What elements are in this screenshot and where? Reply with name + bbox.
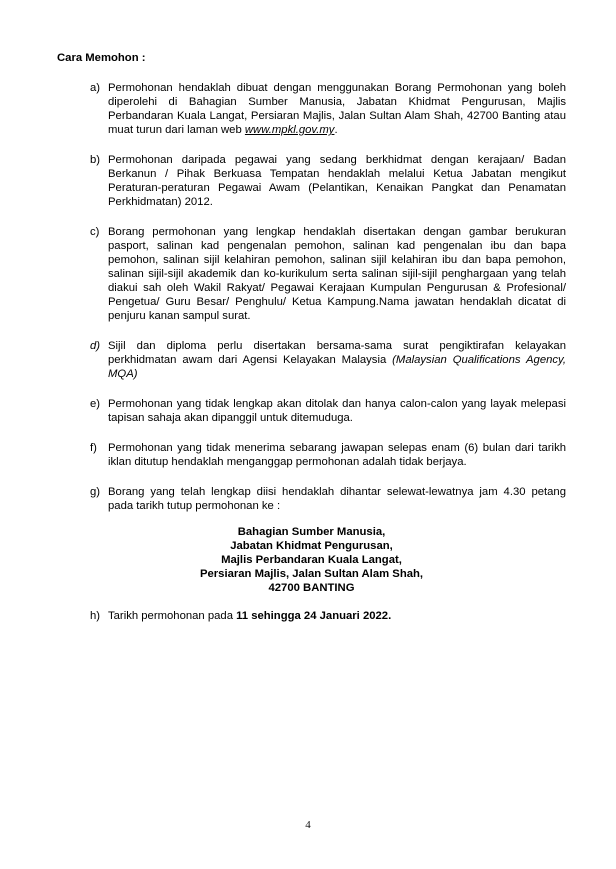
address-line: 42700 BANTING [268, 582, 355, 594]
text-segment: Borang permohonan yang lengkap hendaklah disertakan dengan gambar berukuran pasport, salinan kad pengenalan pemohon, salinan kad pengenalan ibu dan bapa pemohon, salinan sijil kelahiran pemohon, salinan sijil kelahiran ibu dan bapa pemohon, salinan sijil-sijil akademik dan ko-kurikulum serta salinan sijil-sijil penghargaan yang telah diakui sah oleh Wakil Rakyat/ Pegawai Kerajaan Kumpulan Pengurusan & Profesional/ Pengetua/ Guru Besar/ Penghulu/ Ketua Kampung.Nama jawatan hendaklah dicatat di penjuru kanan sampul surat. [108, 226, 566, 322]
text-segment: Permohonan daripada pegawai yang sedang berkhidmat dengan kerajaan/ Badan Berkanun / Pihak Berkuasa Tempatan hendaklah melalui Ketua Jabatan mengikut Peraturan-peraturan Pegawai Awam (Pelantikan, Kenaikan Pangkat dan Penamatan Perkhidmatan) 2012. [108, 154, 566, 208]
website-link[interactable]: www.mpkl.gov.my [244, 124, 335, 136]
list-item-b [57, 153, 566, 209]
text-segment: Permohonan yang tidak menerima sebarang jawapan selepas enam (6) bulan dari tarikh iklan ditutup hendaklah menganggap permohonan adalah tidak berjaya. [108, 442, 566, 468]
list-item-f [57, 441, 566, 469]
address-line: Majlis Perbandaran Kuala Langat, [221, 554, 402, 566]
instruction-list [57, 81, 566, 513]
text-segment: 11 sehingga 24 Januari 2022. [236, 610, 392, 622]
text-segment: (Malaysian Qualifications Agency, MQA) [108, 354, 566, 380]
address-line: Persiaran Majlis, Jalan Sultan Alam Shah, [199, 568, 424, 580]
text-segment: . [334, 124, 338, 136]
list-item-marker: h) [90, 610, 101, 622]
list-item-g [57, 485, 566, 513]
document-content [57, 51, 566, 623]
list-item-marker: f) [90, 442, 97, 454]
text-segment: Permohonan yang tidak lengkap akan ditolak dan hanya calon-calon yang layak melepasi tapisan sahaja akan dipanggil untuk ditemuduga. [108, 398, 566, 424]
list-item-marker: a) [90, 82, 101, 94]
list-item-marker: g) [90, 486, 101, 498]
list-item-d [57, 339, 566, 381]
list-item-e [57, 397, 566, 425]
list-item-c [57, 225, 566, 323]
text-segment: Tarikh permohonan pada [108, 610, 237, 622]
text-segment: Borang yang telah lengkap diisi hendaklah dihantar selewat-lewatnya jam 4.30 petang pada tarikh tutup permohonan ke : [108, 486, 566, 512]
section-heading: Cara Memohon : [57, 52, 146, 64]
list-item-a [57, 81, 566, 137]
mailing-address [57, 525, 566, 595]
list-item-marker: d) [90, 340, 101, 352]
address-line: Jabatan Khidmat Pengurusan, [230, 540, 393, 552]
list-item-h [57, 609, 566, 623]
instruction-list-final [57, 609, 566, 623]
address-line: Bahagian Sumber Manusia, [237, 526, 386, 538]
list-item-marker: e) [90, 398, 101, 410]
text-segment: Sijil dan diploma perlu disertakan bersama-sama surat pengiktirafan kelayakan perkhidmatan awam dari Agensi Kelayakan Malaysia [108, 340, 566, 366]
list-item-marker: b) [90, 154, 101, 166]
list-item-marker: c) [90, 226, 100, 238]
text-segment: Permohonan hendaklah dibuat dengan menggunakan Borang Permohonan yang boleh diperolehi di Bahagian Sumber Manusia, Jabatan Khidmat Pengurusan, Majlis Perbandaran Kuala Langat, Persiaran Majlis, Jalan Sultan Alam Shah, 42700 Banting atau muat turun dari laman web [108, 82, 566, 136]
page-number: 4 [305, 819, 311, 831]
